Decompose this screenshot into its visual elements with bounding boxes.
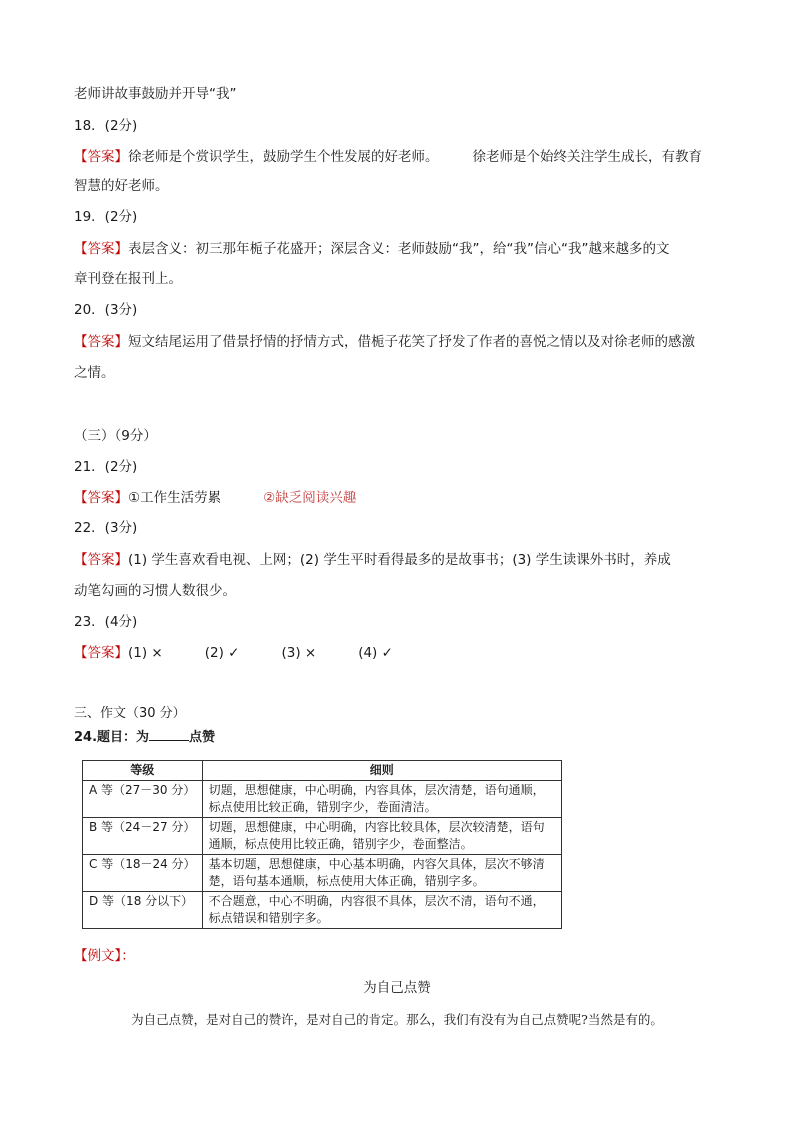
sample-essay-first-line: 为自己点赞，是对自己的赞许，是对自己的肯定。那么，我们有没有为自己点赞呢?当然是有的。 xyxy=(131,1012,663,1027)
grade-cell: B 等（24－27 分） xyxy=(83,818,203,855)
grade-cell: D 等（18 分以下） xyxy=(83,892,203,929)
criteria-cell: 基本切题，思想健康，中心基本明确，内容欠具体，层次不够清楚，语句基本通顺，标点使用大体正确，错别字多。 xyxy=(202,855,561,892)
answer-tag: 【答案】 xyxy=(74,241,128,257)
answer-tag: 【答案】 xyxy=(74,645,128,661)
answer-tag: 【答案】 xyxy=(74,334,128,350)
section-3-heading: （三）（9分） xyxy=(74,428,157,444)
column-header-grade: 等级 xyxy=(83,761,203,781)
answer-17-continuation: 老师讲故事鼓励并开导“我” xyxy=(74,86,237,102)
answer-tag: 【答案】 xyxy=(74,149,128,165)
answer-23 xyxy=(74,643,393,663)
answer-18-part1: 徐老师是个赏识学生，鼓励学生个性发展的好老师。 xyxy=(128,149,439,165)
essay-section-heading: 三、作文（30 分） xyxy=(74,706,186,721)
answer-18-continuation: 智慧的好老师。 xyxy=(74,178,169,194)
question-24-prefix: 24.题目：为 xyxy=(74,730,150,745)
sample-essay-title: 为自己点赞 xyxy=(363,980,431,996)
grade-cell: A 等（27－30 分） xyxy=(83,781,203,818)
question-24-suffix: 点赞 xyxy=(189,730,216,745)
answer-22-continuation: 动笔勾画的习惯人数很少。 xyxy=(74,583,236,599)
question-21-label: 21．(2分) xyxy=(74,459,138,475)
answer-21 xyxy=(74,488,356,508)
question-24-prompt xyxy=(74,727,215,748)
grade-cell: C 等（18－24 分） xyxy=(83,855,203,892)
blank-underline xyxy=(149,727,189,741)
table-row xyxy=(83,781,562,818)
answer-21-part2: ②缺乏阅读兴趣 xyxy=(263,490,357,506)
table-header-row xyxy=(83,761,562,781)
sample-essay-tag: 【例文】： xyxy=(74,948,135,964)
table-row xyxy=(83,892,562,929)
answer-20 xyxy=(74,332,695,352)
answer-20-text: 短文结尾运用了借景抒情的抒情方式，借栀子花笑了抒发了作者的喜悦之情以及对徐老师的感激 xyxy=(128,334,695,350)
answer-23-item4: (4) ✓ xyxy=(358,645,393,661)
answer-19-text: 表层含义：初三那年栀子花盛开；深层含义：老师鼓励“我”，给“我”信心“我”越来越多的文 xyxy=(128,241,670,257)
column-header-criteria: 细则 xyxy=(202,761,561,781)
criteria-cell: 不合题意，中心不明确，内容很不具体，层次不清，语句不通，标点错误和错别字多。 xyxy=(202,892,561,929)
table-row xyxy=(83,855,562,892)
question-20-label: 20．(3分) xyxy=(74,302,138,318)
answer-19 xyxy=(74,239,669,259)
answer-tag: 【答案】 xyxy=(74,490,128,506)
question-18-label: 18．(2分) xyxy=(74,118,138,134)
question-23-label: 23．(4分) xyxy=(74,614,138,630)
question-19-label: 19．(2分) xyxy=(74,209,138,225)
answer-23-item1: (1) × xyxy=(128,645,163,661)
answer-18 xyxy=(74,147,702,167)
criteria-cell: 切题，思想健康，中心明确，内容具体，层次清楚，语句通顺，标点使用比较正确，错别字少，卷面清洁。 xyxy=(202,781,561,818)
answer-23-item2: (2) ✓ xyxy=(204,645,240,661)
answer-22 xyxy=(74,550,671,570)
answer-22-text: (1) 学生喜欢看电视、上网；(2) 学生平时看得最多的是故事书；(3) 学生读课外书时，养成 xyxy=(128,552,671,568)
answer-18-part2: 徐老师是个始终关注学生成长，有教育 xyxy=(472,149,702,165)
answer-tag: 【答案】 xyxy=(74,552,128,568)
answer-23-item3: (3) × xyxy=(281,645,317,661)
grading-rubric-table xyxy=(82,760,562,929)
question-22-label: 22．(3分) xyxy=(74,520,138,536)
criteria-cell: 切题，思想健康，中心明确，内容比较具体，层次较清楚，语句通顺，标点使用比较正确，错别字少，卷面整洁。 xyxy=(202,818,561,855)
answer-20-continuation: 之情。 xyxy=(74,365,115,381)
answer-21-part1: ①工作生活劳累 xyxy=(128,490,222,506)
answer-19-continuation: 章刊登在报刊上。 xyxy=(74,271,182,287)
table-row xyxy=(83,818,562,855)
